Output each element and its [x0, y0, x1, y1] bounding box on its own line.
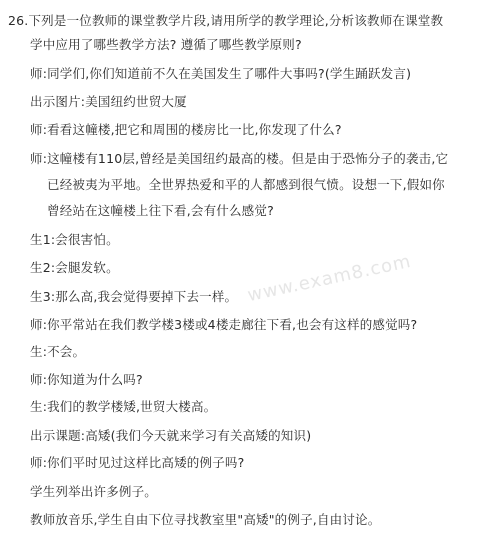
dialogue-line-10: 师:你平常站在我们教学楼3楼或4楼走廊往下看,也会有这样的感觉吗? — [30, 317, 418, 332]
dialogue-line-6: 曾经站在这幢楼上往下看,会有什么感觉? — [47, 203, 274, 218]
dialogue-line-2: 出示图片:美国纽约世贸大厦 — [30, 94, 187, 109]
dialogue-line-9: 生3:那么高,我会觉得要掉下去一样。 — [30, 289, 238, 304]
dialogue-line-1: 师:同学们,你们知道前不久在美国发生了哪件大事吗?(学生踊跃发言) — [30, 66, 412, 81]
dialogue-line-15: 师:你们平时见过这样比高矮的例子吗? — [30, 455, 245, 470]
question-line-1: 26.下列是一位教师的课堂教学片段,请用所学的教学理论,分析该教师在课堂教 — [8, 13, 444, 28]
dialogue-line-13: 生:我们的教学楼矮,世贸大楼高。 — [30, 399, 217, 414]
dialogue-line-14: 出示课题:高矮(我们今天就来学习有关高矮的知识) — [30, 428, 312, 443]
question-line-2: 学中应用了哪些教学方法? 遵循了哪些教学原则? — [30, 37, 302, 52]
dialogue-line-8: 生2:会腿发软。 — [30, 260, 119, 275]
watermark: www.exam8.com — [245, 250, 414, 307]
dialogue-line-5: 已经被夷为平地。全世界热爱和平的人都感到很气愤。设想一下,假如你 — [47, 177, 445, 192]
dialogue-line-7: 生1:会很害怕。 — [30, 232, 119, 247]
dialogue-line-11: 生:不会。 — [30, 344, 86, 359]
dialogue-line-17: 教师放音乐,学生自由下位寻找教室里"高矮"的例子,自由讨论。 — [30, 512, 381, 527]
dialogue-line-3: 师:看看这幢楼,把它和周围的楼房比一比,你发现了什么? — [30, 122, 342, 137]
dialogue-line-16: 学生列举出许多例子。 — [30, 484, 158, 499]
dialogue-line-4: 师:这幢楼有110层,曾经是美国纽约最高的楼。但是由于恐怖分子的袭击,它 — [30, 151, 449, 166]
dialogue-line-12: 师:你知道为什么吗? — [30, 372, 143, 387]
